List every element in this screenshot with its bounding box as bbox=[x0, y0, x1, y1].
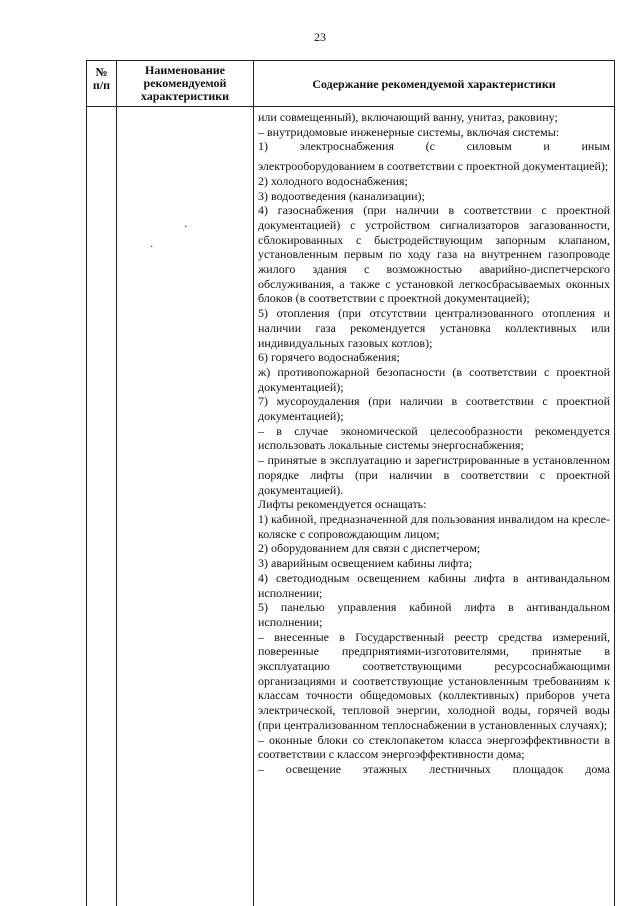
stray-mark: · bbox=[150, 242, 154, 253]
content-paragraph: – оконные блоки со стеклопакетом класса энергоэффективности в соответствии с классом энергоэффективности дома; bbox=[258, 732, 610, 762]
header-name: Наименование рекомендуемой характеристики bbox=[140, 63, 230, 103]
characteristics-table bbox=[86, 60, 615, 906]
content-paragraph: или совмещенный), включающий ванну, унитаз, раковину; bbox=[258, 110, 558, 124]
content-paragraph: 3) аварийным освещением кабины лифта; bbox=[258, 556, 473, 571]
stray-mark: · bbox=[184, 222, 188, 233]
content-paragraph: 2) оборудованием для связи с диспетчером; bbox=[258, 541, 481, 556]
content-paragraph: 2) холодного водоснабжения; bbox=[258, 173, 408, 188]
content-paragraph: электрооборудованием в соответствии с проектной документацией); bbox=[258, 159, 609, 174]
content-paragraph: Лифты рекомендуется оснащать: bbox=[258, 497, 427, 512]
characteristic-content bbox=[258, 110, 610, 777]
column-divider bbox=[253, 61, 254, 906]
header-number: № п/п bbox=[92, 65, 111, 92]
content-paragraph: – в случае экономической целесообразности рекомендуется использовать локальные системы энергоснабжения; bbox=[258, 423, 610, 453]
content-paragraph: 1) кабиной, предназначенной для пользования инвалидом на кресле-коляске с сопровождающим лицом; bbox=[258, 511, 610, 541]
content-paragraph: – внутридомовые инженерные системы, включая системы: bbox=[258, 124, 560, 139]
content-paragraph: 5) отопления (при отсутствии централизованного отопления и наличии газа рекомендуется установка коллективных или индивидуальных газовых котлов); bbox=[258, 306, 610, 350]
content-paragraph: – внесенные в Государственный реестр средства измерений, поверенные предприятиями-изготовителями, принятые в эксплуатацию соответствующими ресурсоснабжающими организациями и соответствующие установленным требованиям к классам точности общедомовых (коллективных) приборов учета электрической, тепловой энергии, холодной воды, горячей воды (при централизованном теплоснабжении в установленных случаях); bbox=[258, 629, 610, 732]
content-paragraph: 4) светодиодным освещением кабины лифта в антивандальном исполнении; bbox=[258, 570, 610, 600]
content-paragraph: 4) газоснабжения (при наличии в соответствии с проектной документацией) с устройством сигнализаторов загазованности, сблокированных с быстродействующим запорным клапаном, установленным первым по ходу газа на внутреннем газопроводе жилого здания с возможностью аварийно-диспетчерского обслуживания, а также с установкой легкосбрасываемых оконных блоков (в соответствии с проектной документацией); bbox=[258, 203, 610, 306]
content-paragraph: ж) противопожарной безопасности (в соответствии с проектной документацией); bbox=[258, 364, 610, 394]
column-divider bbox=[116, 61, 117, 906]
content-paragraph: 3) водоотведения (канализации); bbox=[258, 188, 425, 203]
header-divider bbox=[87, 106, 614, 107]
header-content: Содержание рекомендуемой характеристики bbox=[312, 77, 556, 91]
content-paragraph: 7) мусороудаления (при наличии в соответствии с проектной документацией); bbox=[258, 394, 610, 424]
content-paragraph: 6) горячего водоснабжения; bbox=[258, 350, 400, 365]
page-number: 23 bbox=[314, 30, 326, 44]
content-paragraph: 1) электроснабжения (с силовым и иным bbox=[258, 139, 610, 154]
content-paragraph: – принятые в эксплуатацию и зарегистрированные в установленном порядке лифты (при наличии в соответствии с проектной документацией). bbox=[258, 453, 610, 497]
content-paragraph: 5) панелью управления кабиной лифта в антивандальном исполнении; bbox=[258, 600, 610, 629]
content-paragraph: – освещение этажных лестничных площадок дома bbox=[258, 761, 610, 776]
